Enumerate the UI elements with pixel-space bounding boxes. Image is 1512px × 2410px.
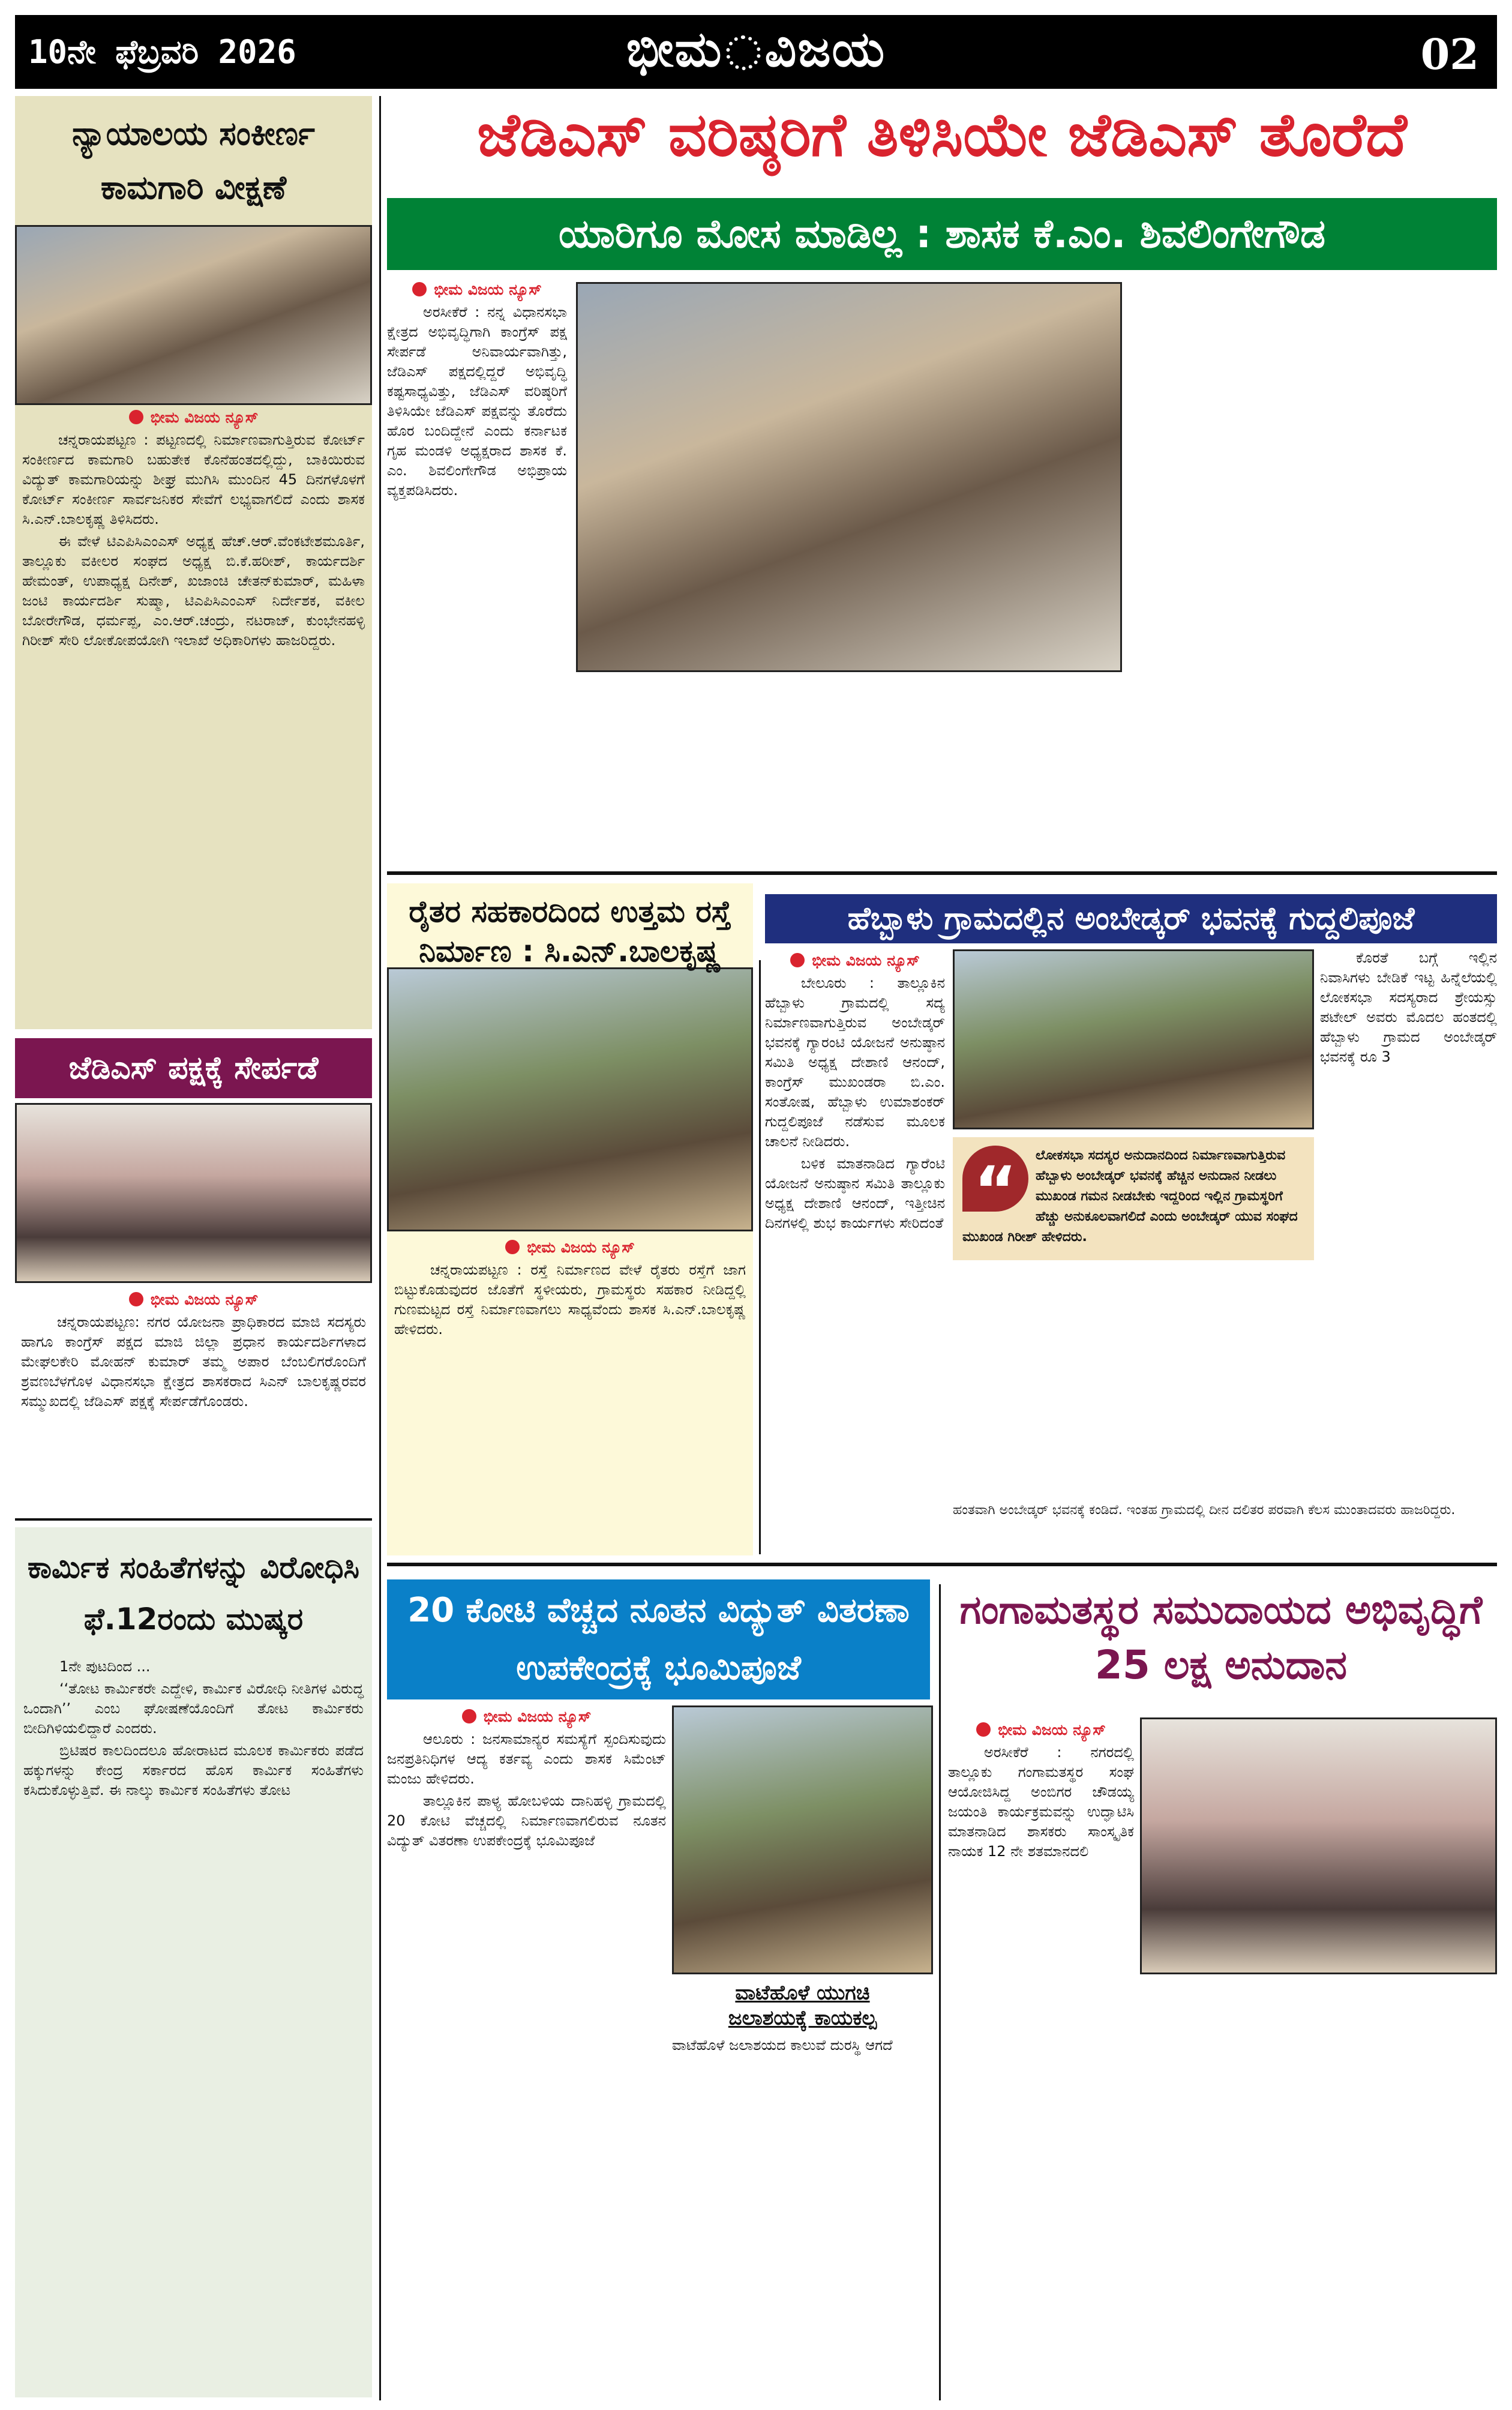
- paragraph: ಬ್ರಿಟಿಷರ ಕಾಲದಿಂದಲೂ ಹೋರಾಟದ ಮೂಲಕ ಕಾರ್ಮಿಕರು ಪಡೆದ ಹಕ್ಕುಗಳನ್ನು ಕೇಂದ್ರ ಸರ್ಕಾರದ ಹೊಸ ಕಾರ್ಮಿಕ ಸಂಹಿತೆಗಳು ಕಸಿದುಕೊಳ್ಳುತ್ತಿವೆ. ಈ ನಾಲ್ಕು ಕಾರ್ಮಿಕ ಸಂಹಿತೆಗಳು ತೋಟ: [23, 1742, 364, 1798]
- paragraph: ತಾಲ್ಲೂಕಿನ ಪಾಳ್ಯ ಹೋಬಳಿಯ ದಾನಿಹಳ್ಳಿ ಗ್ರಾಮದಲ್ಲಿ 20 ಕೋಟಿ ವೆಚ್ಚದಲ್ಲಿ ನಿರ್ಮಾಣವಾಗಲಿರುವ ನೂತನ ವಿದ್ಯುತ್ ವಿತರಣಾ ಉಪಕೇಂದ್ರಕ್ಕೆ ಭೂಮಿಪೂಜೆ: [387, 1792, 666, 1849]
- road-photo: [387, 967, 753, 1231]
- ambedkar-photo: [953, 949, 1314, 1129]
- ashoka-chakra-icon: [726, 35, 761, 70]
- lead-headline: ಜೆಡಿಎಸ್ ವರಿಷ್ಠರಿಗೆ ತಿಳಿಸಿಯೇ ಜೆಡಿಎಸ್ ತೊರೆದೆ: [477, 100, 1407, 170]
- page-number: 02: [1420, 29, 1479, 79]
- paragraph: ಆಲೂರು : ಜನಸಾಮಾನ್ಯರ ಸಮಸ್ಯೆಗೆ ಸ್ಪಂದಿಸುವುದು ಜನಪ್ರತಿನಿಧಿಗಳ ಆದ್ಯ ಕರ್ತವ್ಯ ಎಂದು ಶಾಸಕ ಸಿಮೆಂಟ್ ಮಂಜು ಹೇಳಿದರು.: [387, 1731, 666, 1787]
- bullet-icon: [505, 1240, 520, 1254]
- jds-join-headline-bar: [15, 1038, 372, 1098]
- quote-mark-icon: “: [962, 1146, 1028, 1212]
- byline: ಭೀಮ ವಿಜಯ ನ್ಯೂಸ್: [387, 1239, 753, 1257]
- byline: ಭೀಮ ವಿಜಯ ನ್ಯೂಸ್: [15, 1291, 372, 1309]
- masthead: [15, 15, 1497, 89]
- photo-caption-title: ವಾಟೆಹೊಳೆ ಯುಗಚಿ ಜಲಾಶಯಕ್ಕೆ ಕಾಯಕಲ್ಪ: [728, 1981, 877, 2030]
- road-article: [387, 883, 753, 1555]
- byline: ಭೀಮ ವಿಜಯ ನ್ಯೂಸ್: [948, 1721, 1134, 1739]
- paragraph: ಅರಸೀಕೆರೆ : ನಗರದಲ್ಲಿ ತಾಲ್ಲೂಕು ಗಂಗಾಮತಸ್ಥರ ಸಂಘ ಆಯೋಜಿಸಿದ್ದ ಅಂಬಿಗರ ಚೌಡಯ್ಯ ಜಯಂತಿ ಕಾರ್ಯಕ್ರಮವನ್ನು ಉದ್ಘಾಟಿಸಿ ಮಾತನಾಡಿದ ಶಾಸಕರು ಸಾಂಸ್ಕೃತಿಕ ನಾಯಕ 12 ನೇ ಶತಮಾನದಲಿ: [948, 1744, 1134, 1860]
- bullet-icon: [976, 1722, 991, 1737]
- issue-date: 10ನೇ ಫೆಬ್ರವರಿ 2026: [28, 33, 296, 71]
- newspaper-logo: [15, 21, 1497, 79]
- pull-quote: [953, 1137, 1314, 1260]
- lead-subheadline: ಯಾರಿಗೂ ಮೋಸ ಮಾಡಿಲ್ಲ : ಶಾಸಕ ಕೆ.ಎಂ. ಶಿವಲಿಂಗೇಗೌಡ: [558, 211, 1326, 257]
- byline: ಭೀಮ ವಿಜಯ ನ್ಯೂಸ್: [387, 1708, 666, 1726]
- court-photo: [15, 225, 372, 405]
- logo-left: ಭೀಮ: [626, 21, 723, 78]
- paragraph: ‘‘ತೋಟ ಕಾರ್ಮಿಕರೇ ಎದ್ದೇಳಿ, ಕಾರ್ಮಿಕ ವಿರೋಧಿ ನೀತಿಗಳ ವಿರುದ್ಧ ಒಂದಾಗಿ’’ ಎಂಬ ಘೋಷಣೆಯೊಂದಿಗೆ ತೋಟ ಕಾರ್ಮಿಕರು ಬೀದಿಗಿಳಿಯಲಿದ್ದಾರೆ ಎಂದರು.: [23, 1680, 364, 1737]
- paragraph: ಈ ವೇಳೆ ಟಿಎಪಿಸಿಎಂಎಸ್ ಅಧ್ಯಕ್ಷ ಹೆಚ್.ಆರ್.ವೆಂಕಟೇಶಮೂರ್ತಿ, ತಾಲ್ಲೂಕು ವಕೀಲರ ಸಂಘದ ಅಧ್ಯಕ್ಷ ಬಿ.ಕೆ.ಹರೀಶ್, ಕಾರ್ಯದರ್ಶಿ ಹೇಮಂತ್, ಉಪಾಧ್ಯಕ್ಷ ದಿನೇಶ್, ಖಜಾಂಚಿ ಚೇತನ್‌ಕುಮಾರ್, ಮಹಿಳಾ ಜಂಟಿ ಕಾರ್ಯದರ್ಶಿ ಸುಷ್ಮಾ, ಟಿಎಪಿಸಿಎಂಎಸ್ ನಿರ್ದೇಶಕ, ವಕೀಲ ಬೋರೇಗೌಡ, ಧರ್ಮಪ್ಪ, ಎಂ.ಆರ್.ಚಂದ್ರು, ನಟರಾಜ್, ಕುಂಭೇನಹಳ್ಳಿ ಗಿರೀಶ್ ಸೇರಿ ಲೋಕೋಪಯೋಗಿ ಇಲಾಖೆ ಅಧಿಕಾರಿಗಳು ಹಾಜರಿದ್ದರು.: [22, 533, 365, 649]
- road-headline: ರೈತರ ಸಹಕಾರದಿಂದ ಉತ್ತಮ ರಸ್ತೆ ನಿರ್ಮಾಣ : ಸಿ.ಎನ್.ಬಾಲಕೃಷ್ಣ: [409, 894, 731, 969]
- jds-join-headline: ಜೆಡಿಎಸ್ ಪಕ್ಷಕ್ಕೆ ಸೇರ್ಪಡೆ: [68, 1050, 319, 1086]
- labour-article: [15, 1527, 372, 2397]
- gangamata-photo: [1140, 1717, 1497, 1974]
- labour-headline: ಕಾರ್ಮಿಕ ಸಂಹಿತೆಗಳನ್ನು ವಿರೋಧಿಸಿ ಫೆ.12ರಂದು ಮುಷ್ಕರ: [27, 1550, 360, 1636]
- bullet-icon: [790, 953, 805, 967]
- court-article: [15, 96, 372, 1029]
- continued-note: 1ನೇ ಪುಟದಿಂದ ...: [59, 1658, 151, 1675]
- paragraph: ಅರಸೀಕೆರೆ : ನನ್ನ ವಿಧಾನಸಭಾ ಕ್ಷೇತ್ರದ ಅಭಿವೃದ್ಧಿಗಾಗಿ ಕಾಂಗ್ರೆಸ್ ಪಕ್ಷ ಸೇರ್ಪಡೆ ಅನಿವಾರ್ಯವಾಗಿತ್ತು, ಜೆಡಿಎಸ್ ಪಕ್ಷದಲ್ಲಿದ್ದರೆ ಅಭಿವೃದ್ಧಿ ಕಷ್ಟಸಾಧ್ಯವಿತ್ತು, ಜೆಡಿಎಸ್ ವರಿಷ್ಠರಿಗೆ ತಿಳಿಸಿಯೇ ಜೆಡಿಎಸ್ ಪಕ್ಷವನ್ನು ತೊರೆದು ಹೊರ ಬಂದಿದ್ದೇನೆ ಎಂದು ಕರ್ನಾಟಕ ಗೃಹ ಮಂಡಳಿ ಅಧ್ಯಕ್ಷರಾದ ಶಾಸಕ ಕೆ. ಎಂ. ಶಿವಲಿಂಗೇಗೌಡ ಅಭಿಪ್ರಾಯ ವ್ಯಕ್ತಪಡಿಸಿದರು.: [387, 304, 567, 499]
- paragraph: ಬೇಲೂರು : ತಾಲ್ಲೂಕಿನ ಹೆಬ್ಬಾಳು ಗ್ರಾಮದಲ್ಲಿ ಸದ್ಯ ನಿರ್ಮಾಣವಾಗುತ್ತಿರುವ ಅಂಬೇಡ್ಕರ್ ಭವನಕ್ಕೆ ಗ್ಯಾರಂಟಿ ಯೋಜನೆ ಅನುಷ್ಠಾನ ಸಮಿತಿ ಅಧ್ಯಕ್ಷ ದೇಶಾಣಿ ಆನಂದ್, ಕಾಂಗ್ರೆಸ್ ಮುಖಂಡರಾ ಬಿ.ಎಂ. ಸಂತೋಷ, ಹೆಬ್ಬಾಳು ಉಮಾಶಂಕರ್ ಗುದ್ದಲಿಪೂಜೆ ನಡೆಸುವ ಮೂಲಕ ಚಾಲನೆ ನೀಡಿದರು.: [765, 975, 945, 1150]
- ambedkar-right-column: [1320, 948, 1497, 1069]
- paragraph: ಚನ್ನರಾಯಪಟ್ಟಣ : ರಸ್ತೆ ನಿರ್ಮಾಣದ ವೇಳೆ ರೈತರು ರಸ್ತೆಗೆ ಜಾಗ ಬಿಟ್ಟುಕೊಡುವುದರ ಜೊತೆಗೆ ಸ್ಥಳೀಯರು, ಗ್ರಾಮಸ್ಥರು ಸಹಕಾರ ನೀಡಿದ್ದಲ್ಲಿ ಗುಣಮಟ್ಟದ ರಸ್ತೆ ನಿರ್ಮಾಣವಾಗಲು ಸಾಧ್ಯವೆಂದು ಶಾಸಕ ಸಿ.ಎನ್.ಬಾಲಕೃಷ್ಣ ಹೇಳಿದರು.: [394, 1261, 746, 1338]
- paragraph: ಕೊರತೆ ಬಗ್ಗೆ ಇಲ್ಲಿನ ನಿವಾಸಿಗಳು ಬೇಡಿಕೆ ಇಟ್ಟ ಹಿನ್ನೆಲೆಯಲ್ಲಿ ಲೋಕಸಭಾ ಸದಸ್ಯರಾದ ಶ್ರೇಯಸ್ಸು ಪಟೇಲ್ ಅವರು ಮೊದಲ ಹಂತದಲ್ಲಿ ಹೆಬ್ಬಾಳು ಗ್ರಾಮದ ಅಂಬೇಡ್ಕರ್ ಭವನಕ್ಕೆ ರೂ 3: [1320, 949, 1497, 1065]
- ambedkar-headline: ಹೆಬ್ಬಾಳು ಗ್ರಾಮದಲ್ಲಿನ ಅಂಬೇಡ್ಕರ್ ಭವನಕ್ಕೆ ಗುದ್ದಲಿಪೂಜೆ: [847, 901, 1415, 937]
- gangamata-article: [948, 1717, 1134, 1864]
- paragraph: ಬಳಿಕ ಮಾತನಾಡಿದ ಗ್ಯಾರೆಂಟಿ ಯೋಜನೆ ಅನುಷ್ಠಾನ ಸಮಿತಿ ತಾಲ್ಲೂಕು ಅಧ್ಯಕ್ಷ ದೇಶಾಣಿ ಆನಂದ್, ಇತ್ತೀಚಿನ ದಿನಗಳಲ್ಲಿ ಶುಭ ಕಾರ್ಯಗಳು ಸೇರಿದಂತೆ: [765, 1155, 945, 1231]
- lead-article: [387, 277, 567, 503]
- bullet-icon: [462, 1709, 476, 1723]
- logo-right: ವಿಜಯ: [764, 21, 886, 78]
- lead-subheadline-bar: [387, 198, 1497, 270]
- gangamata-headline: ಗಂಗಾಮತಸ್ಥರ ಸಮುದಾಯದ ಅಭಿವೃದ್ಧಿಗೆ 25 ಲಕ್ಷ ಅನುದಾನ: [959, 1587, 1483, 1688]
- column-rule: [939, 1584, 941, 2400]
- bullet-icon: [129, 410, 143, 424]
- ambedkar-article: [765, 948, 945, 1236]
- divider: [387, 871, 1497, 875]
- substation-headline-box: [387, 1579, 930, 1699]
- column-rule: [759, 960, 761, 1554]
- photo-caption-text: ವಾಟೆಹೊಳೆ ಜಲಾಶಯದ ಕಾಲುವೆ ದುರಸ್ಥಿ ಆಗದೆ: [672, 2037, 893, 2054]
- dam-photo: [672, 1705, 933, 1974]
- substation-headline: 20 ಕೋಟಿ ವೆಚ್ಚದ ನೂತನ ವಿದ್ಯುತ್ ವಿತರಣಾ ಉಪಕೇಂದ್ರಕ್ಕೆ ಭೂಮಿಪೂಜೆ: [407, 1591, 910, 1687]
- court-headline: ನ್ಯಾಯಾಲಯ ಸಂಕೀರ್ಣ ಕಾಮಗಾರಿ ವೀಕ್ಷಣೆ: [72, 115, 315, 206]
- column-rule: [379, 96, 381, 2400]
- bullet-icon: [129, 1292, 143, 1306]
- court-body: [15, 430, 372, 651]
- ambedkar-closing: ಹಂತವಾಗಿ ಅಂಬೇಡ್ಕರ್ ಭವನಕ್ಕೆ ಕಂಡಿದೆ. ಇಂತಹ ಗ್ರಾಮದಲ್ಲಿ ದೀನ ದಲಿತರ ಪರವಾಗಿ ಕೆಲಸ ಮುಂತಾದವರು ಹಾಜರಿದ್ದರು.: [953, 1503, 1456, 1518]
- byline: ಭೀಮ ವಿಜಯ ನ್ಯೂಸ್: [765, 952, 945, 970]
- lead-photo: [576, 282, 1122, 672]
- divider: [15, 1518, 372, 1521]
- paragraph: ಚನ್ನರಾಯಪಟ್ಟಣ: ನಗರ ಯೋಜನಾ ಪ್ರಾಧಿಕಾರದ ಮಾಜಿ ಸದಸ್ಯರು ಹಾಗೂ ಕಾಂಗ್ರೆಸ್ ಪಕ್ಷದ ಮಾಜಿ ಜಿಲ್ಲಾ ಪ್ರಧಾನ ಕಾರ್ಯದರ್ಶಿಗಳಾದ ಮೇಘಲಕೇರಿ ಮೋಹನ್ ಕುಮಾರ್ ತಮ್ಮ ಅಪಾರ ಬೆಂಬಲಿಗರೊಂದಿಗೆ ಶ್ರವಣಬೆಳಗೊಳ ವಿಧಾನಸಭಾ ಕ್ಷೇತ್ರದ ಶಾಸಕರಾದ ಸಿಎನ್ ಬಾಲಕೃಷ್ಣರವರ ಸಮ್ಮುಖದಲ್ಲಿ ಜೆಡಿಎಸ್ ಪಕ್ಷಕ್ಕೆ ಸೇರ್ಪಡೆಗೊಂಡರು.: [21, 1314, 366, 1410]
- byline: ಭೀಮ ವಿಜಯ ನ್ಯೂಸ್: [15, 409, 372, 427]
- paragraph: ಚನ್ನರಾಯಪಟ್ಟಣ : ಪಟ್ಟಣದಲ್ಲಿ ನಿರ್ಮಾಣವಾಗುತ್ತಿರುವ ಕೋರ್ಟ್ ಸಂಕೀರ್ಣದ ಕಾಮಗಾರಿ ಬಹುತೇಕ ಕೊನೆಹಂತದಲ್ಲಿದ್ದು, ಬಾಕಿಯಿರುವ ವಿದ್ಯುತ್ ಕಾಮಗಾರಿಯನ್ನು ಶೀಘ್ರ ಮುಗಿಸಿ ಮುಂದಿನ 45 ದಿನಗಳೊಳಗೆ ಕೋರ್ಟ್ ಸಂಕೀರ್ಣ ಸಾರ್ವಜನಿಕರ ಸೇವೆಗೆ ಲಭ್ಯವಾಗಲಿದೆ ಎಂದು ಶಾಸಕ ಸಿ.ಎನ್.ಬಾಲಕೃಷ್ಣ ತಿಳಿಸಿದರು.: [22, 431, 365, 527]
- substation-article: [387, 1704, 666, 1853]
- byline: ಭೀಮ ವಿಜಯ ನ್ಯೂಸ್: [387, 281, 567, 299]
- divider: [387, 1563, 1497, 1566]
- photo-caption: [672, 1980, 933, 2055]
- jds-join-photo: [15, 1103, 372, 1283]
- ambedkar-headline-bar: [765, 894, 1497, 943]
- pull-quote-text: ಲೋಕಸಭಾ ಸದಸ್ಯರ ಅನುದಾನದಿಂದ ನಿರ್ಮಾಣವಾಗುತ್ತಿರುವ ಹೆಬ್ಬಾಳು ಅಂಬೇಡ್ಕರ್ ಭವನಕ್ಕೆ ಹೆಚ್ಚಿನ ಅನುದಾನ ನೀಡಲು ಮುಖಂಡ ಗಮನ ನೀಡಬೇಕು ಇದ್ದರಿಂದ ಇಲ್ಲಿನ ಗ್ರಾಮಸ್ಥರಿಗೆ ಹೆಚ್ಚು ಅನುಕೂಲವಾಗಲಿದೆ ಎಂದು ಅಂಬೇಡ್ಕರ್ ಯುವ ಸಂಘದ ಮುಖಂಡ ಗಿರೀಶ್ ಹೇಳಿದರು.: [962, 1148, 1298, 1245]
- jds-join-article: [15, 1287, 372, 1414]
- bullet-icon: [412, 282, 427, 296]
